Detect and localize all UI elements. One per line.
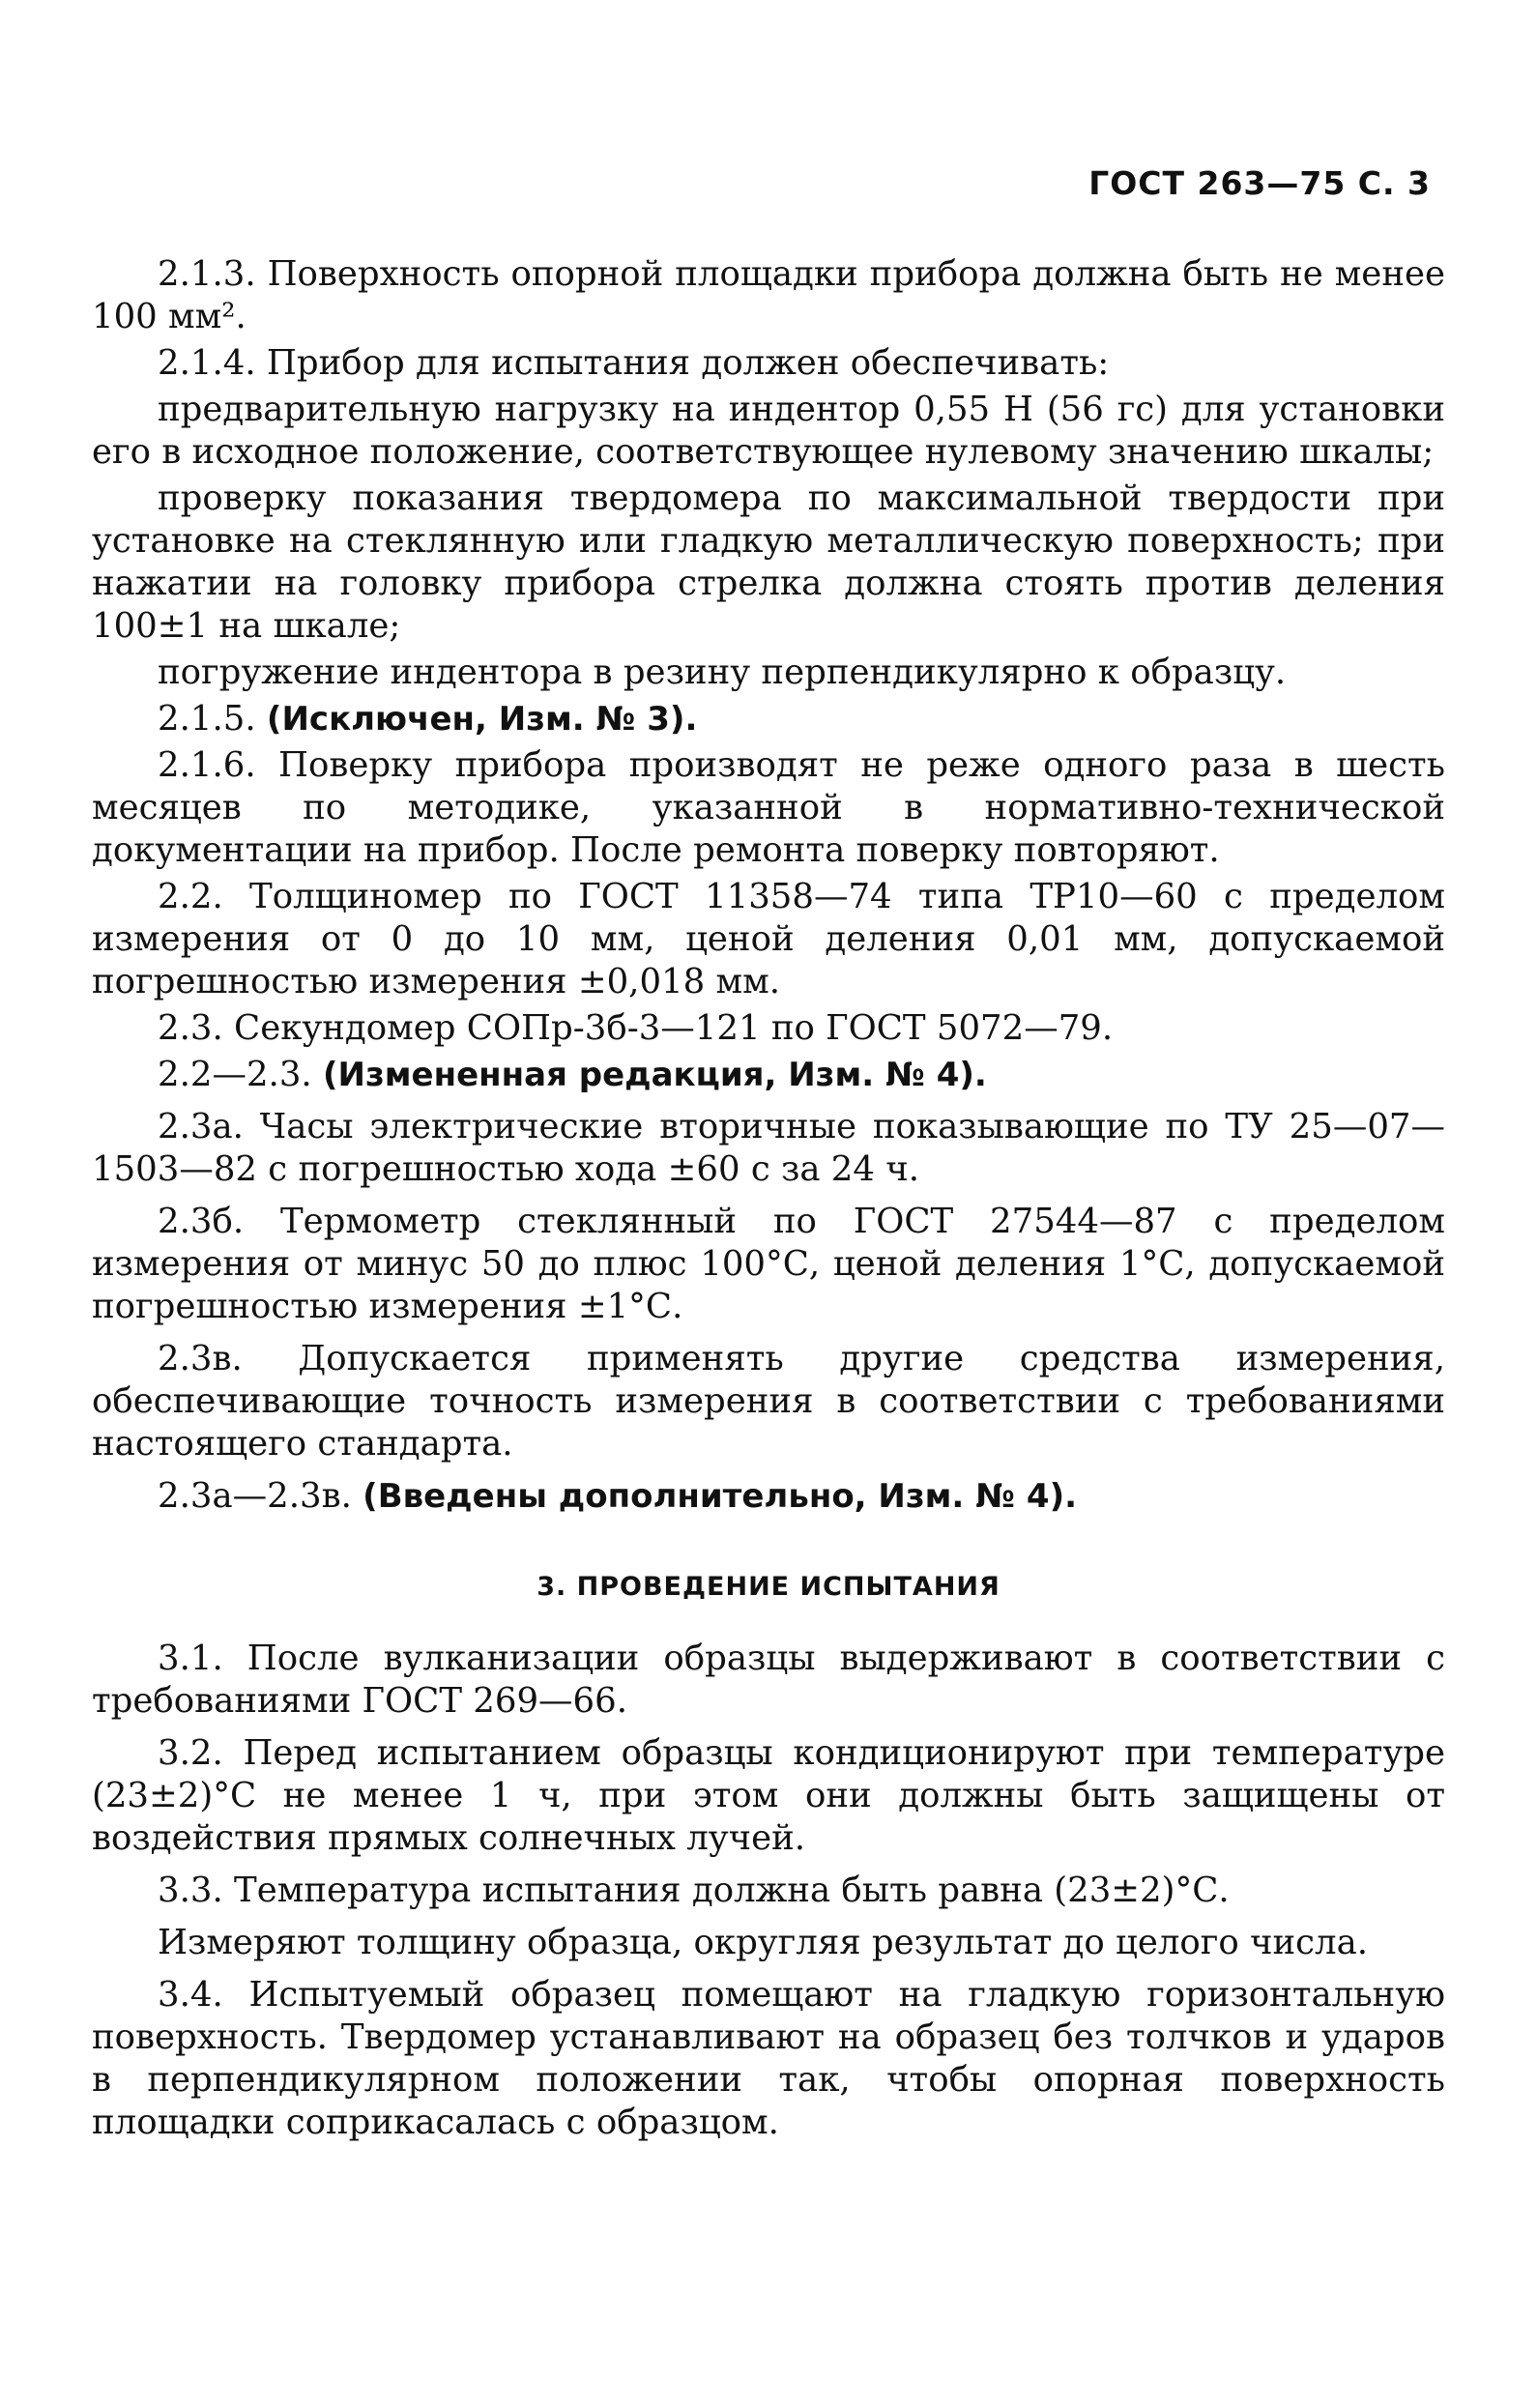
paragraph-3-4: 3.4. Испытуемый образец помещают на гладкую горизонтальную поверхность. Твердомер устанавливают на образец без толчков и ударов в перпендикулярном положении так, чтобы опорная поверхность площадки соприкасалась с образцом. — [92, 1975, 1445, 2142]
running-header: ГОСТ 263—75 С. 3 — [1088, 164, 1431, 202]
paragraph-3-3: 3.3. Температура испытания должна быть равна (23±2)°С. — [158, 1871, 1230, 1910]
paragraph-2-1-3: 2.1.3. Поверхность опорной площадки прибора должна быть не менее 100 мм². — [92, 254, 1445, 336]
document-body — [92, 253, 1445, 2148]
amendment-note: (Введены дополнительно, Изм. № 4). — [362, 1477, 1078, 1516]
paragraph-preload: предварительную нагрузку на индентор 0,55 Н (56 гс) для установки его в исходное положение, соответствующее нулевому значению шкалы; — [92, 390, 1445, 472]
paragraph-thickness: Измеряют толщину образца, округляя результат до целого числа. — [158, 1923, 1369, 1962]
paragraph-2-3a-2-3v-note — [92, 1475, 1445, 1518]
amendment-note: (Исключен, Изм. № 3). — [266, 700, 698, 739]
paragraph-2-1-4: 2.1.4. Прибор для испытания должен обеспечивать: — [158, 343, 1110, 383]
paragraph-number: 2.1.5. — [158, 699, 256, 739]
paragraph-check-reading: проверку показания твердомера по максимальной твердости при установке на стеклянную или гладкую металлическую поверхность; при нажатии на головку прибора стрелка должна стоять против деления 100±1 на шкале; — [92, 479, 1445, 646]
paragraph-3-1: 3.1. После вулканизации образцы выдерживают в соответствии с требованиями ГОСТ 269—66. — [92, 1639, 1445, 1721]
paragraph-2-3b: 2.3б. Термометр стеклянный по ГОСТ 27544—87 с пределом измерения от минус 50 до плюс 100°С, ценой деления 1°С, допускаемой погрешностью измерения ±1°С. — [92, 1202, 1445, 1326]
paragraph-2-3v: 2.3в. Допускается применять другие средства измерения, обеспечивающие точность измерения в соответствии с требованиями настоящего стандарта. — [92, 1339, 1445, 1464]
paragraph-2-2-2-3-note — [92, 1054, 1445, 1096]
paragraph-2-3: 2.3. Секундомер СОПр-3б-3—121 по ГОСТ 5072—79. — [158, 1008, 1114, 1048]
section-3-title: 3. ПРОВЕДЕНИЕ ИСПЫТАНИЯ — [536, 1572, 1000, 1602]
paragraph-number: 2.2—2.3. — [158, 1055, 312, 1094]
paragraph-2-3a: 2.3а. Часы электрические вторичные показывающие по ТУ 25—07—1503—82 с погрешностью хода ±60 с за 24 ч. — [92, 1107, 1445, 1189]
paragraph-2-2: 2.2. Толщиномер по ГОСТ 11358—74 типа ТР10—60 с пределом измерения от 0 до 10 мм, ценой деления 0,01 мм, допускаемой погрешностью измерения ±0,018 мм. — [92, 877, 1445, 1001]
paragraph-number: 2.3а—2.3в. — [158, 1476, 352, 1516]
paragraph-2-1-6: 2.1.6. Поверку прибора производят не реже одного раза в шесть месяцев по методике, указанной в нормативно-технической документации на прибор. После ремонта поверку повторяют. — [92, 745, 1445, 870]
amendment-note: (Измененная редакция, Изм. № 4). — [323, 1056, 987, 1094]
paragraph-2-1-5 — [92, 698, 1445, 740]
paragraph-3-2: 3.2. Перед испытанием образцы кондиционируют при температуре (23±2)°С не менее 1 ч, при этом они должны быть защищены от воздействия прямых солнечных лучей. — [92, 1733, 1445, 1858]
paragraph-indenter-immersion: погружение индентора в резину перпендикулярно к образцу. — [158, 653, 1287, 692]
